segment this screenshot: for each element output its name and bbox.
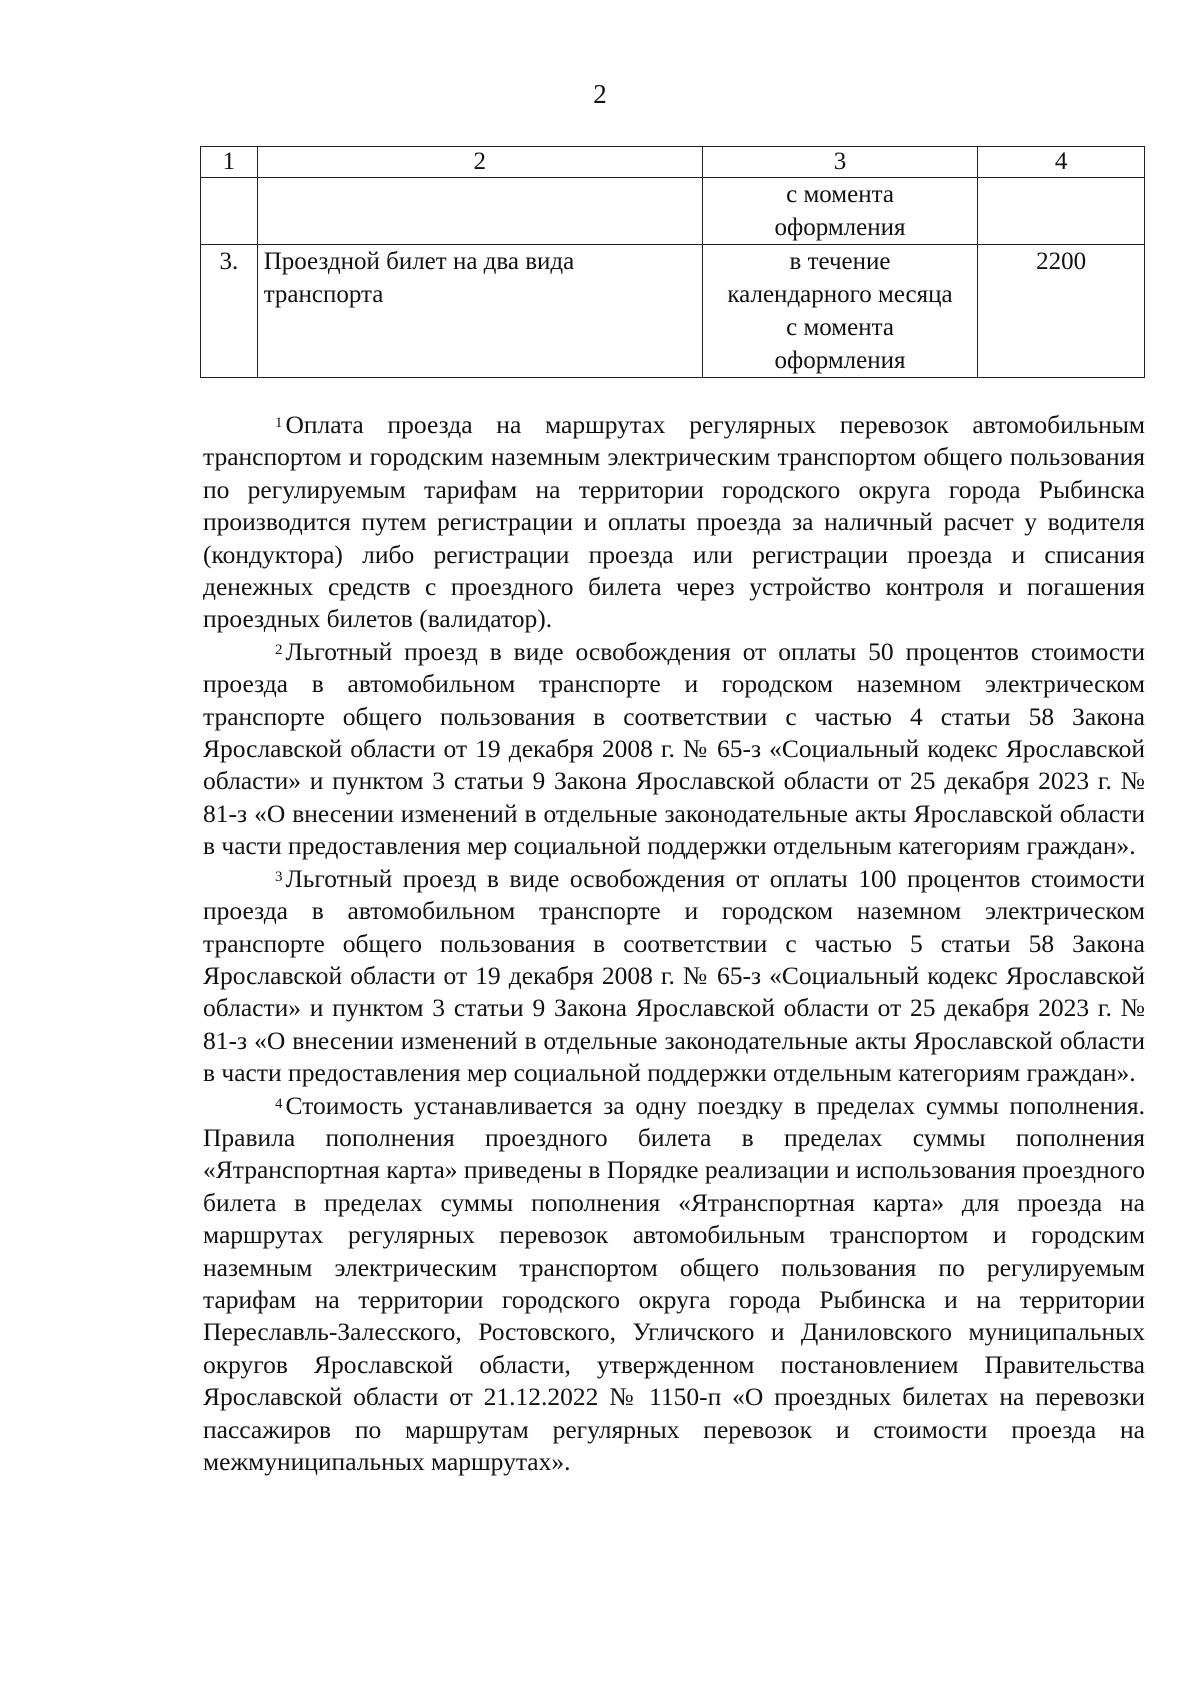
footnote-text: Льготный проезд в виде освобождения от оплаты 50 процентов стоимости проезда в автомобильном транспорте и городском наземном электрическом транспорте общего пользования в соответствии с частью 4 статьи 58 Закона Ярославской области от 19 декабря 2008 г. № 65-з «Социальный кодекс Ярославской области» и пунктом 3 статьи 9 Закона Ярославской области от 25 декабря 2023 г. № 81-з «О внесении изменений в отдельные законодательные акты Ярославской области в части предоставления мер социальной поддержки отдельным категориям граждан». — [203, 636, 1145, 861]
footnote — [203, 636, 1145, 863]
validity-period-line: оформления — [774, 214, 906, 241]
row-number-cell: 3. — [201, 245, 258, 378]
validity-period-cell — [702, 178, 978, 245]
ticket-name-cell — [257, 245, 702, 378]
validity-period-line: в течение — [789, 248, 891, 275]
price-cell: 2200 — [978, 245, 1145, 378]
table-row — [201, 245, 1145, 378]
column-header-2: 2 — [257, 147, 702, 178]
footnote-text: Льготный проезд в виде освобождения от оплаты 100 процентов стоимости проезда в автомобильном транспорте и городском наземном электрическом транспорте общего пользования в соответствии с частью 5 статьи 58 Закона Ярославской области от 19 декабря 2008 г. № 65-з «Социальный кодекс Ярославской области» и пунктом 3 статьи 9 Закона Ярославской области от 25 декабря 2023 г. № 81-з «О внесении изменений в отдельные законодательные акты Ярославской области в части предоставления мер социальной поддержки отдельным категориям граждан». — [203, 863, 1145, 1088]
column-header-4: 4 — [978, 147, 1145, 178]
column-header-3: 3 — [702, 147, 978, 178]
footnote-marker: 4 — [275, 1095, 283, 1112]
table-row — [201, 178, 1145, 245]
footnote — [203, 863, 1145, 1090]
column-header-1: 1 — [201, 147, 258, 178]
footnote-marker: 2 — [275, 641, 283, 658]
footnote-marker: 3 — [275, 868, 283, 885]
row-number-cell — [201, 178, 258, 245]
page-number: 2 — [593, 79, 607, 109]
footnote — [203, 1090, 1145, 1479]
footnote-text: Стоимость устанавливается за одну поездку в пределах суммы пополнения. Правила пополнения проездного билета в пределах суммы пополнения «Ятранспортная карта» приведены в Порядке реализации и использования проездного билета в пределах суммы пополнения «Ятранспортная карта» для проезда на маршрутах регулярных перевозок автомобильным транспортом и городским наземным электрическим транспортом общего пользования по регулируемым тарифам на территории городского округа города Рыбинска и на территории Переславль-Залесского, Ростовского, Угличского и Даниловского муниципальных округов Ярославской области, утвержденном постановлением Правительства Ярославской области от 21.12.2022 № 1150-п «О проездных билетах на перевозки пассажиров по маршрутам регулярных перевозок и стоимости проезда на межмуниципальных маршрутах». — [203, 1090, 1145, 1476]
ticket-name-cell — [257, 178, 702, 245]
price-cell — [978, 178, 1145, 245]
footnote — [203, 409, 1145, 636]
validity-period-line: календарного месяца — [727, 281, 953, 308]
tariff-table — [200, 146, 1145, 378]
footnote-text: Оплата проезда на маршрутах регулярных перевозок автомобильным транспортом и городским наземным электрическим транспортом общего пользования по регулируемым тарифам на территории городского округа города Рыбинска производится путем регистрации и оплаты проезда за наличный расчет у водителя (кондуктора) либо регистрации проезда или регистрации проезда и списания денежных средств с проездного билета через устройство контроля и погашения проездных билетов (валидатор). — [203, 410, 1145, 634]
table-header-row — [201, 147, 1145, 178]
validity-period-cell — [702, 245, 978, 378]
footnote-marker: 1 — [275, 415, 283, 431]
validity-period-line: оформления — [774, 347, 906, 374]
ticket-name-line: транспорта — [263, 281, 384, 308]
validity-period-line: с момента — [786, 181, 894, 208]
validity-period-line: с момента — [786, 314, 894, 341]
ticket-name-line: Проездной билет на два вида — [263, 248, 575, 275]
footnotes — [203, 409, 1145, 1478]
